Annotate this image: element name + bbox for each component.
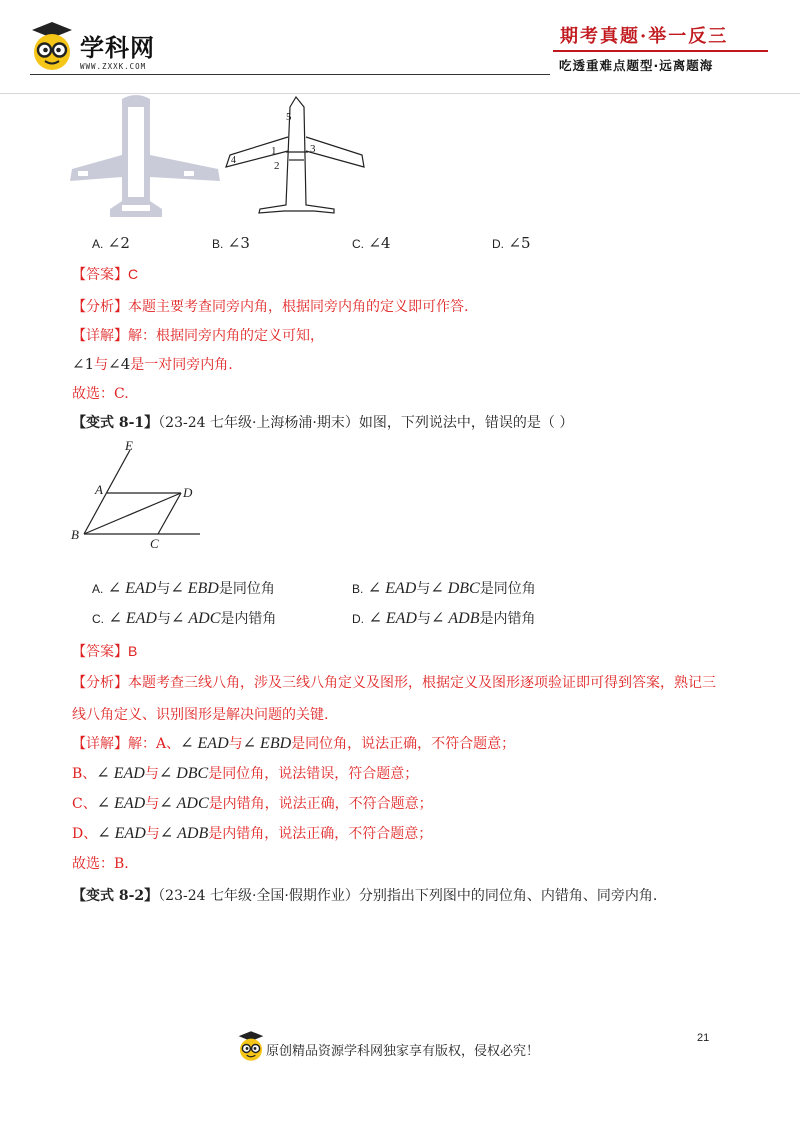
q2-detail-a: 【详解】解：A、∠ EAD与∠ EBD是同位角，说法正确，不符合题意； [72,735,516,752]
q1-option-c: C. ∠4 [352,234,391,252]
header-rule-bottom [0,93,800,94]
footer-copyright: 原创精品资源学科网独家享有版权，侵权必究！ [266,1044,540,1059]
header-rule [30,74,550,75]
point-label-d: D [183,485,193,500]
q2-option-b: B. ∠ EAD与∠ DBC是同位角 [352,580,536,597]
point-label-a: A [95,482,103,497]
airplane-figure [222,95,367,217]
q2-analysis-line2: 线八角定义、识别图形是解决问题的关键. [72,707,329,723]
footer-mascot-icon [237,1030,265,1062]
q1-option-b: B. ∠3 [212,234,250,252]
q1-choose: 故选：C. [72,386,129,402]
brand-url: WWW.ZXXK.COM [80,62,147,71]
q1-detail-line2: ∠1与∠4是一对同旁内角. [72,355,233,373]
q1-detail: 【详解】解：根据同旁内角的定义可知， [72,328,324,344]
q1-option-a: A. ∠2 [92,234,130,252]
angle-label-1: 1 [271,145,277,157]
brand-name: 学科网 [80,34,155,62]
q1-analysis: 【分析】本题主要考查同旁内角，根据同旁内角的定义即可作答. [72,299,469,315]
slogan-divider [553,50,768,52]
angle-label-2: 2 [274,160,280,172]
q2-detail-d: D、∠ EAD与∠ ADB是内错角，说法正确，不符合题意； [72,825,433,842]
parallelogram-figure [68,438,208,553]
point-label-b: B [71,527,79,542]
q2-answer: 【答案】B [72,643,138,660]
q2-option-a: A. ∠ EAD与∠ EBD是同位角 [92,580,275,597]
header [0,0,800,95]
q2-option-d: D. ∠ EAD与∠ ADB是内错角 [352,610,536,627]
q1-option-d: D. ∠5 [492,234,531,252]
q3-stem: 【变式 8-2】（23-24 七年级·全国·假期作业）分别指出下列图中的同位角、内错角、同旁内角. [72,888,658,904]
angle-label-5: 5 [286,111,292,123]
q2-detail-c: C、∠ EAD与∠ ADC是内错角，说法正确，不符合题意； [72,795,433,812]
q2-choose: 故选：B. [72,856,129,872]
point-label-c: C [150,536,159,551]
q1-answer: 【答案】C [72,266,139,283]
mascot-logo-icon [30,20,74,72]
airplane-watermark-icon [70,95,220,220]
angle-label-4: 4 [231,155,236,166]
slogan-bottom: 吃透重难点题型·远离题海 [559,58,714,73]
q2-analysis: 【分析】本题考查三线八角，涉及三线八角定义及图形，根据定义及图形逐项验证即可得到答案，熟记三 [72,675,716,691]
q2-stem: 【变式 8-1】（23-24 七年级·上海杨浦·期末）如图，下列说法中，错误的是（ ） [72,415,574,431]
page-number: 21 [697,1032,710,1044]
q2-detail-b: B、∠ EAD与∠ DBC是同位角，说法错误，符合题意； [72,765,419,782]
slogan-top: 期考真题·举一反三 [560,26,729,47]
q2-option-c: C. ∠ EAD与∠ ADC是内错角 [92,610,277,627]
angle-label-3: 3 [310,143,316,155]
point-label-e: E [125,438,133,453]
